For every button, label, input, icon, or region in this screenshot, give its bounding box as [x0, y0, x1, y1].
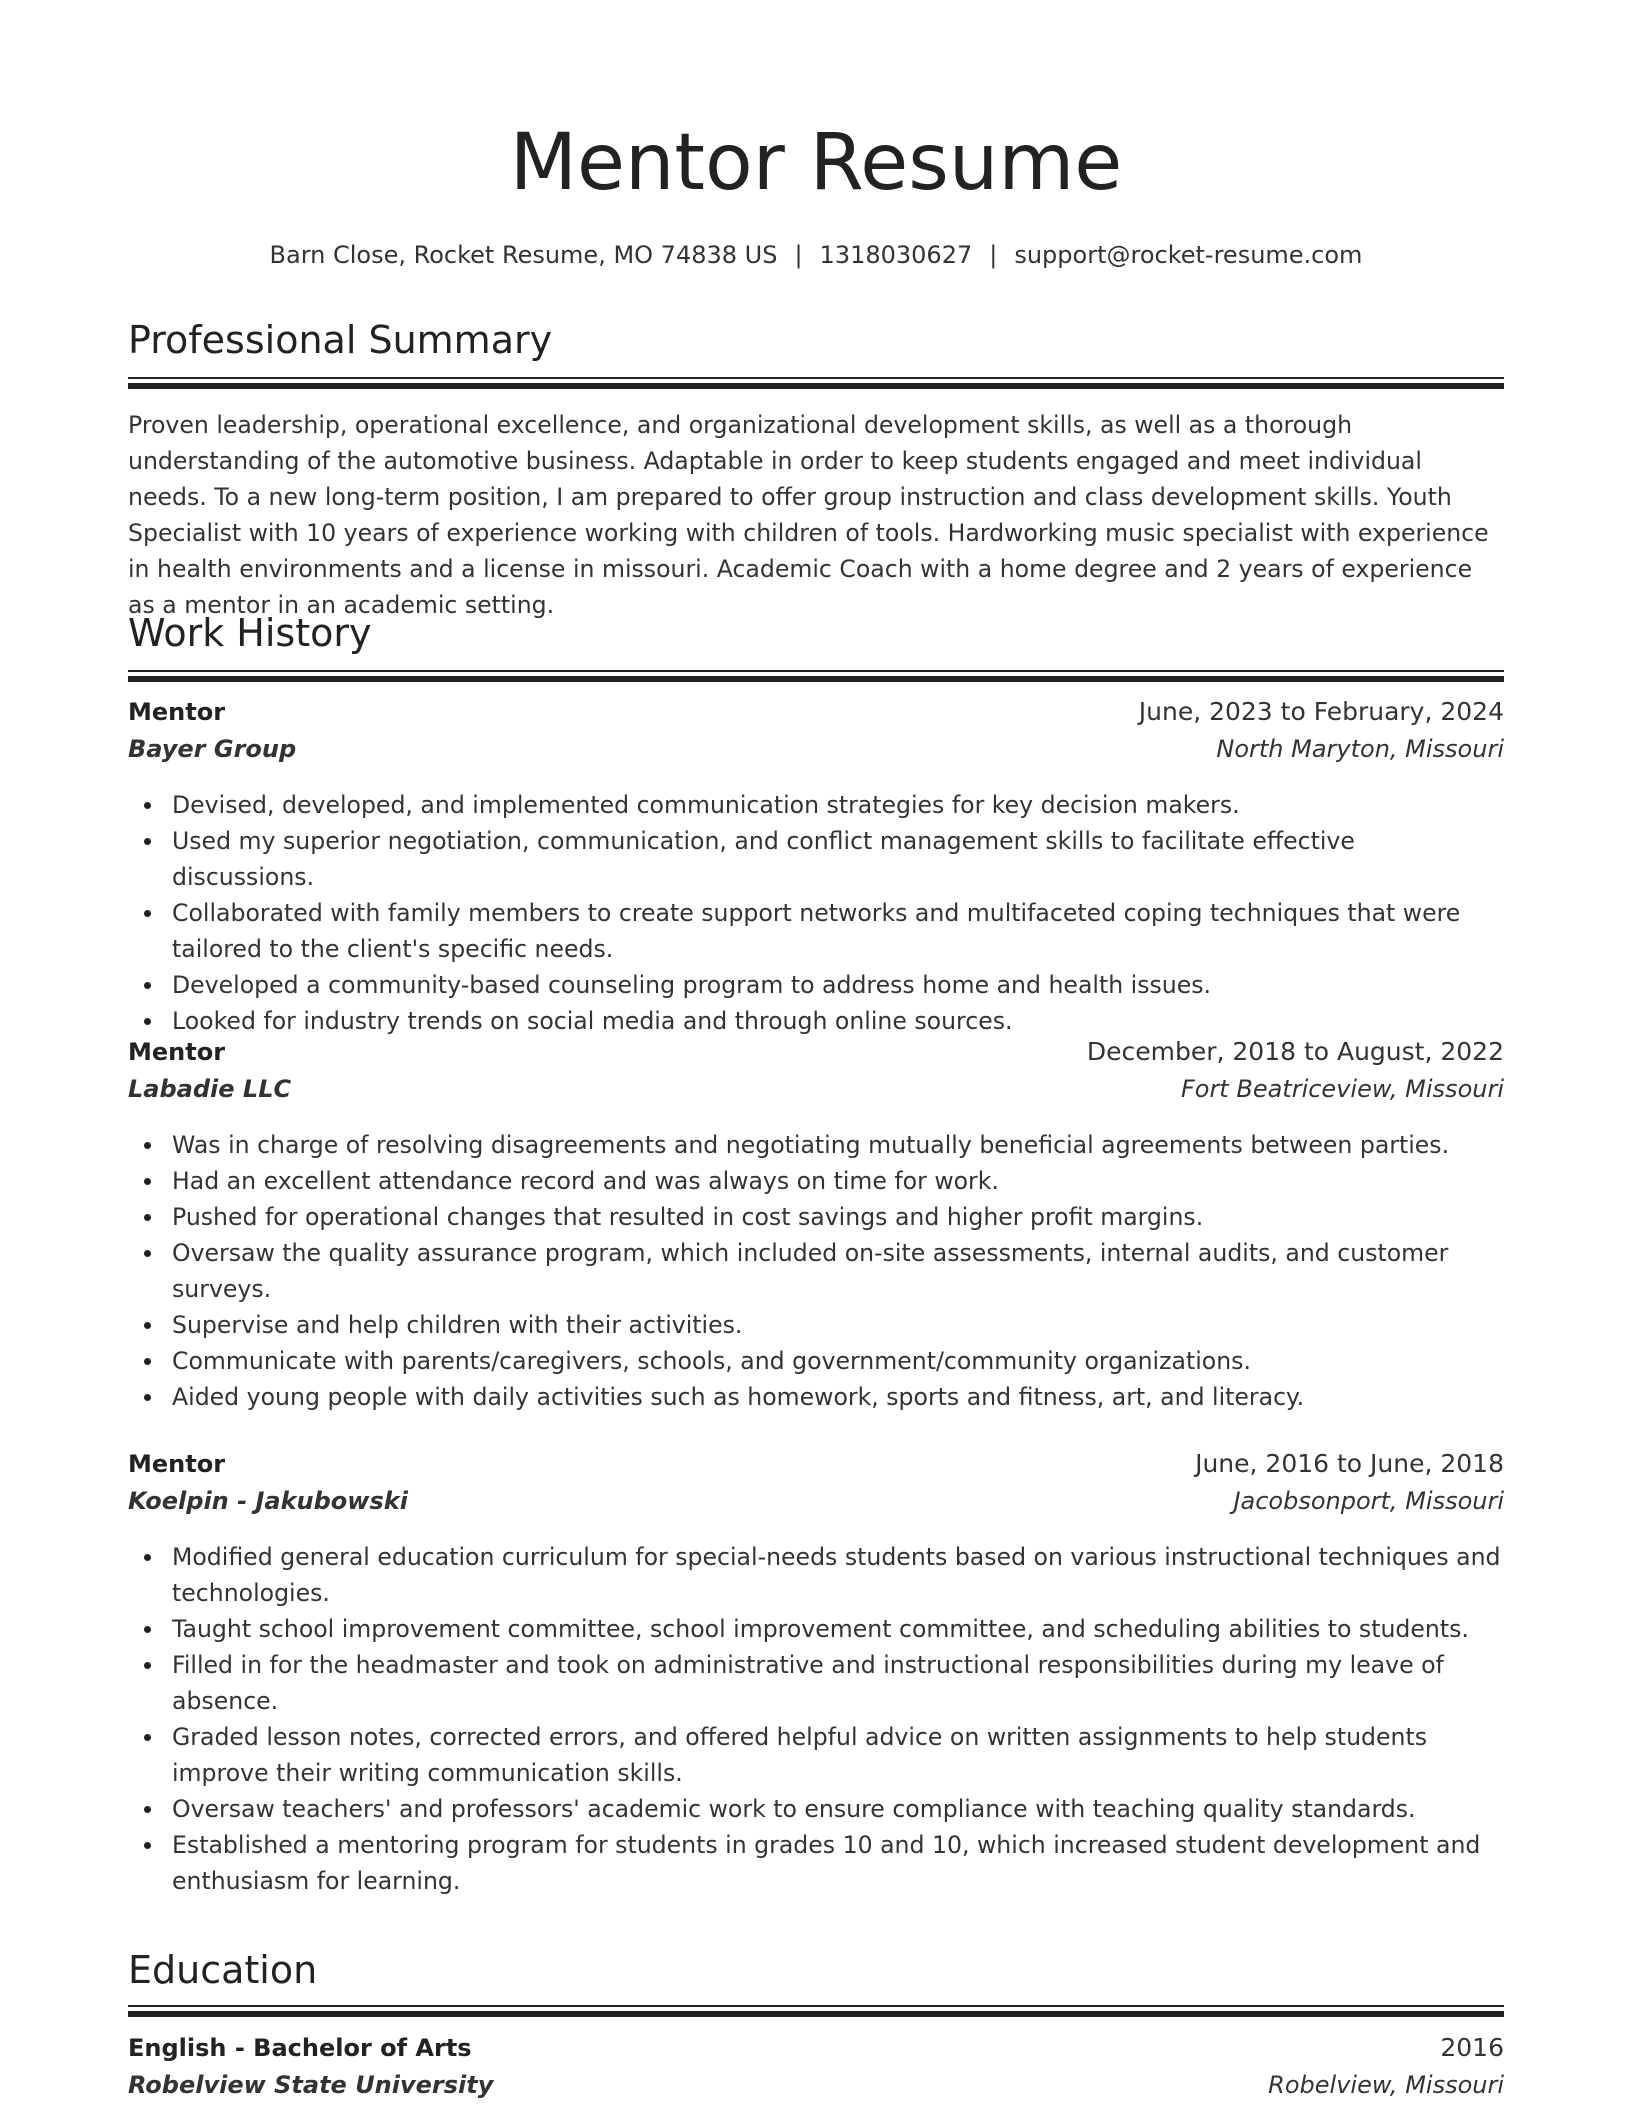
section-title-work-history: Work History [128, 611, 372, 655]
section-divider [128, 2005, 1504, 2017]
job-company: Bayer Group [128, 735, 297, 763]
job-bullet: Devised, developed, and implemented communication strategies for key decision makers. [128, 787, 1504, 823]
section-title-summary: Professional Summary [128, 318, 553, 362]
job-dates: December, 2018 to August, 2022 [1086, 1037, 1504, 1066]
contact-address: Barn Close, Rocket Resume, MO 74838 US [269, 241, 778, 269]
education-school: Robelview State University [128, 2071, 494, 2099]
job-header-row [128, 1037, 1504, 1075]
job-entry [128, 697, 1504, 1039]
contact-line [0, 241, 1632, 269]
job-title: Mentor [128, 1038, 226, 1066]
job-header-row [128, 1449, 1504, 1487]
job-bullet-list [128, 1127, 1504, 1415]
job-title: Mentor [128, 1450, 226, 1478]
education-year: 2016 [1440, 2033, 1504, 2062]
job-bullet: Established a mentoring program for students in grades 10 and 10, which increased student development and enthusiasm for learning. [128, 1827, 1504, 1899]
job-bullet: Looked for industry trends on social media and through online sources. [128, 1003, 1504, 1039]
resume-name: Mentor Resume [509, 118, 1123, 208]
job-subheader-row [128, 1487, 1504, 1525]
job-bullet: Used my superior negotiation, communication, and conflict management skills to facilitate effective discussions. [128, 823, 1504, 895]
contact-separator: | [989, 241, 998, 269]
job-bullet-list [128, 1539, 1504, 1899]
job-bullet: Taught school improvement committee, school improvement committee, and scheduling abilities to students. [128, 1611, 1504, 1647]
job-company: Labadie LLC [128, 1075, 292, 1103]
job-location: North Maryton, Missouri [1216, 735, 1504, 763]
job-bullet: Communicate with parents/caregivers, schools, and government/community organizations. [128, 1343, 1504, 1379]
job-entry [128, 1037, 1504, 1415]
education-subheader-row [128, 2071, 1504, 2109]
job-bullet: Graded lesson notes, corrected errors, and offered helpful advice on written assignments to help students improve their writing communication skills. [128, 1719, 1504, 1791]
education-degree: English - Bachelor of Arts [128, 2034, 472, 2062]
job-bullet: Oversaw the quality assurance program, which included on-site assessments, internal audits, and customer surveys. [128, 1235, 1504, 1307]
contact-phone: 1318030627 [819, 241, 973, 269]
job-bullet-list [128, 787, 1504, 1039]
education-entry [128, 2033, 1504, 2109]
job-bullet: Filled in for the headmaster and took on administrative and instructional responsibilities during my leave of absence. [128, 1647, 1504, 1719]
education-location: Robelview, Missouri [1268, 2071, 1504, 2099]
job-bullet: Was in charge of resolving disagreements and negotiating mutually beneficial agreements between parties. [128, 1127, 1504, 1163]
job-subheader-row [128, 1075, 1504, 1113]
job-title: Mentor [128, 698, 226, 726]
job-bullet: Supervise and help children with their activities. [128, 1307, 1504, 1343]
job-subheader-row [128, 735, 1504, 773]
job-location: Jacobsonport, Missouri [1233, 1487, 1504, 1515]
job-bullet: Pushed for operational changes that resulted in cost savings and higher profit margins. [128, 1199, 1504, 1235]
job-bullet: Collaborated with family members to create support networks and multifaceted coping techniques that were tailored to the client's specific needs. [128, 895, 1504, 967]
job-header-row [128, 697, 1504, 735]
section-divider [128, 377, 1504, 389]
job-bullet: Modified general education curriculum for special-needs students based on various instructional techniques and technologies. [128, 1539, 1504, 1611]
job-company: Koelpin - Jakubowski [128, 1487, 408, 1515]
contact-email: support@rocket-resume.com [1014, 241, 1363, 269]
contact-separator: | [794, 241, 803, 269]
job-bullet: Had an excellent attendance record and was always on time for work. [128, 1163, 1504, 1199]
education-header-row [128, 2033, 1504, 2071]
job-bullet: Aided young people with daily activities such as homework, sports and fitness, art, and literacy. [128, 1379, 1504, 1415]
section-divider [128, 670, 1504, 682]
job-dates: June, 2016 to June, 2018 [1195, 1449, 1504, 1478]
job-bullet: Developed a community-based counseling program to address home and health issues. [128, 967, 1504, 1003]
job-location: Fort Beatriceview, Missouri [1180, 1075, 1504, 1103]
job-bullet: Oversaw teachers' and professors' academic work to ensure compliance with teaching quality standards. [128, 1791, 1504, 1827]
summary-text: Proven leadership, operational excellence, and organizational development skills, as well as a thorough understanding of the automotive business. Adaptable in order to keep students engaged and meet individual needs. To a new long-term position, I am prepared to offer group instruction and class development skills. Youth Specialist with 10 years of experience working with children of tools. Hardworking music specialist with experience in health environments and a license in missouri. Academic Coach with a home degree and 2 years of experience as a mentor in an academic setting. [128, 411, 1489, 619]
section-title-education: Education [128, 1948, 318, 1992]
job-entry [128, 1449, 1504, 1899]
job-dates: June, 2023 to February, 2024 [1138, 697, 1504, 726]
